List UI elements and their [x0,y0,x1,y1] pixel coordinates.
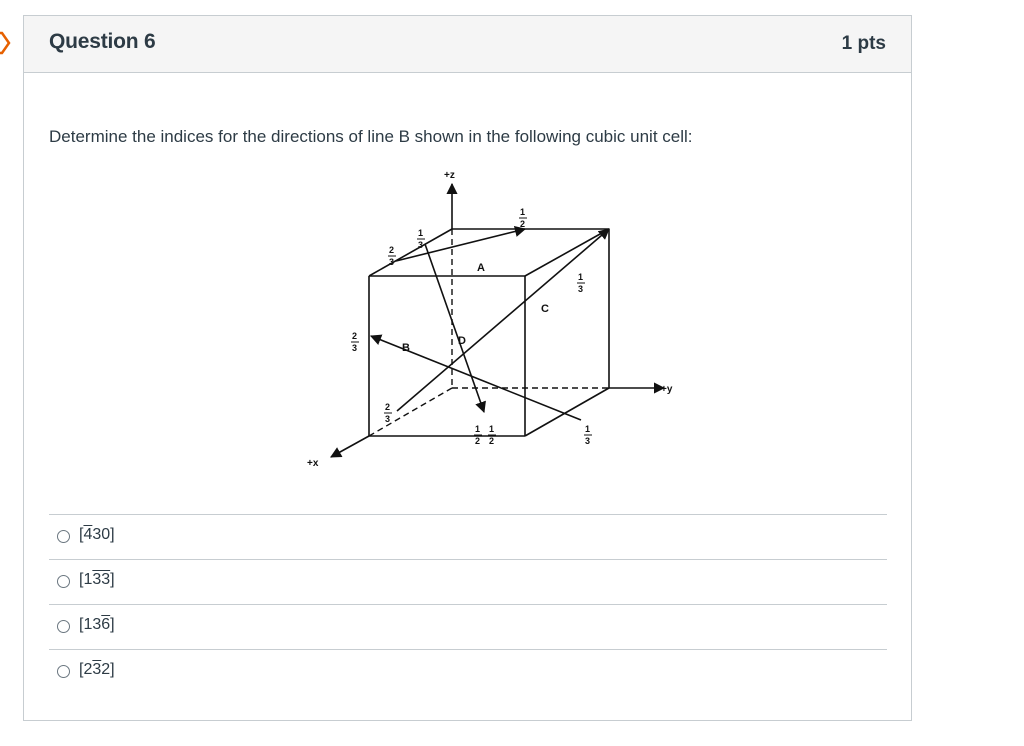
line-a-label: A [477,262,485,274]
svg-text:3: 3 [585,436,591,446]
svg-text:3: 3 [385,414,391,424]
radio-button[interactable] [57,665,70,678]
svg-text:1: 1 [578,272,584,282]
svg-text:2: 2 [385,402,391,412]
svg-text:3: 3 [418,240,424,250]
fraction-two-thirds-bottom [384,402,392,424]
radio-button[interactable] [57,620,70,633]
question-text: Determine the indices for the directions of line B shown in the following cubic unit cell: [49,127,693,146]
answer-label: [136] [79,616,115,633]
axis-z-label: +z [444,170,455,181]
axes [331,184,664,457]
radio-button[interactable] [57,575,70,588]
answer-list [49,514,887,694]
previous-arrow-icon[interactable] [0,30,12,56]
radio-button[interactable] [57,530,70,543]
svg-text:2: 2 [389,245,395,255]
cubic-unit-cell-diagram [279,166,679,486]
question-points: 1 pts [841,33,886,54]
answer-option[interactable] [49,604,887,649]
svg-text:3: 3 [352,343,358,353]
svg-text:2: 2 [520,219,526,229]
fraction-one-third-bottom-right [584,424,592,446]
fraction-half-half-bottom [474,424,496,446]
line-c-label: C [541,303,549,315]
answer-label: [133] [79,571,115,588]
svg-text:1: 1 [475,424,481,434]
fraction-one-half-top [519,207,527,229]
svg-text:3: 3 [389,257,395,267]
svg-text:3: 3 [578,284,584,294]
svg-text:1: 1 [520,207,526,217]
fraction-two-thirds-top [388,245,396,267]
question-title: Question 6 [49,30,156,53]
direction-lines [371,229,609,420]
answer-option[interactable] [49,649,887,694]
line-b-label: B [402,342,410,354]
answer-label: [430] [79,526,115,543]
fraction-one-third-top [417,228,425,250]
answer-option[interactable] [49,514,887,559]
svg-text:1: 1 [585,424,591,434]
svg-text:1: 1 [489,424,495,434]
question-header [24,16,911,73]
axis-x-label: +x [307,458,319,469]
svg-text:2: 2 [489,436,495,446]
answer-option[interactable] [49,559,887,604]
line-d-label: D [458,335,466,347]
svg-text:2: 2 [352,331,358,341]
svg-text:1: 1 [418,228,424,238]
fraction-one-third-right [577,272,585,294]
svg-text:2: 2 [475,436,481,446]
fraction-two-thirds-left [351,331,359,353]
answer-label: [232] [79,661,115,678]
axis-y-label: +y [661,384,673,395]
question-card [23,15,912,721]
